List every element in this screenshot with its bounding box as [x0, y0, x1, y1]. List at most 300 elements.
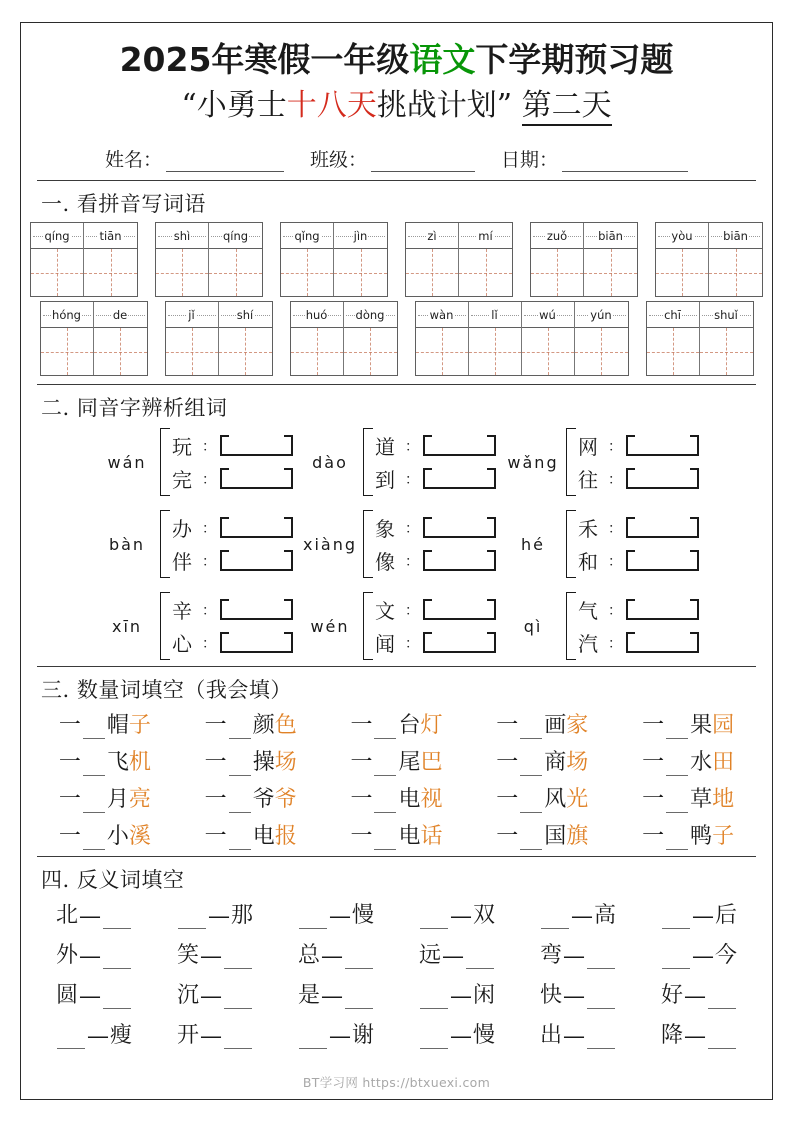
writing-grid[interactable]	[700, 328, 753, 375]
noun-char-1: 电	[398, 824, 421, 850]
antonym-item[interactable]	[159, 898, 272, 929]
colon-mark: ：	[608, 602, 622, 619]
answer-box[interactable]	[423, 550, 496, 571]
noun-char-1: 小	[106, 824, 129, 850]
measure-word-blank[interactable]	[666, 797, 688, 813]
writing-grid[interactable]	[166, 328, 218, 375]
antonym-right-char: 高	[593, 903, 616, 929]
antonym-row	[37, 978, 756, 1009]
antonym-item[interactable]	[643, 1018, 756, 1049]
homophone-line	[172, 597, 293, 623]
writing-grid[interactable]	[209, 249, 262, 296]
antonym-item[interactable]	[401, 938, 514, 969]
character-cell[interactable]	[344, 302, 397, 375]
pinyin-word-box[interactable]	[405, 222, 513, 297]
antonym-left-char: 好	[660, 983, 683, 1009]
antonym-item[interactable]	[159, 978, 272, 1009]
numeral-one: 一	[58, 824, 81, 850]
antonym-blank[interactable]	[224, 1033, 252, 1049]
writing-grid[interactable]	[31, 249, 83, 296]
character-cell[interactable]	[31, 223, 84, 296]
homophone-group	[500, 428, 699, 496]
character-cell[interactable]	[656, 223, 709, 296]
antonym-blank[interactable]	[420, 1033, 448, 1049]
noun-char-2: 爷	[274, 787, 297, 813]
measure-word-item[interactable]	[620, 782, 756, 813]
character-cell[interactable]	[531, 223, 584, 296]
name-label: 姓名：	[104, 149, 162, 172]
date-field[interactable]	[501, 145, 688, 172]
antonym-left-char: 快	[539, 983, 562, 1009]
character-cell[interactable]	[522, 302, 575, 375]
dash-mark: —	[328, 904, 351, 930]
pinyin-label: jìn	[334, 223, 387, 249]
subtitle-day: 第二天	[522, 88, 612, 126]
writing-grid[interactable]	[406, 249, 458, 296]
homophone-character: 玩	[172, 435, 192, 460]
antonym-item[interactable]	[280, 1018, 393, 1049]
dash-mark: —	[563, 944, 585, 970]
answer-box[interactable]	[423, 517, 496, 538]
antonym-item[interactable]	[522, 978, 635, 1009]
antonym-blank[interactable]	[345, 953, 373, 969]
writing-grid[interactable]	[219, 328, 272, 375]
homophone-group	[297, 592, 496, 660]
noun-char-1: 画	[544, 713, 567, 739]
measure-word-blank[interactable]	[83, 797, 105, 813]
dash-mark: —	[684, 984, 706, 1010]
homophone-character: 文	[375, 599, 395, 624]
section-1-body	[37, 222, 756, 376]
writing-grid[interactable]	[709, 249, 762, 296]
pinyin-label: hóng	[41, 302, 93, 328]
writing-grid[interactable]	[416, 328, 468, 375]
measure-word-item[interactable]	[329, 819, 465, 850]
colon-mark: ：	[405, 553, 419, 570]
antonym-item[interactable]	[280, 978, 393, 1009]
colon-mark: ：	[608, 438, 622, 455]
writing-grid[interactable]	[584, 249, 637, 296]
dash-mark: —	[200, 984, 222, 1010]
pinyin-label: wú	[522, 302, 574, 328]
measure-word-blank[interactable]	[520, 723, 542, 739]
homophone-pinyin: wén	[310, 616, 350, 636]
dash-mark: —	[449, 1024, 472, 1050]
pinyin-word-box[interactable]	[280, 222, 388, 297]
dash-mark: —	[563, 984, 585, 1010]
homophone-pinyin: dào	[312, 452, 348, 472]
antonym-blank[interactable]	[103, 993, 131, 1009]
writing-grid[interactable]	[156, 249, 208, 296]
name-field[interactable]	[105, 145, 284, 172]
antonym-item[interactable]	[401, 978, 514, 1009]
answer-box[interactable]	[423, 599, 496, 620]
writing-grid[interactable]	[94, 328, 147, 375]
pinyin-label: shuǐ	[700, 302, 753, 328]
homophone-line	[172, 466, 293, 492]
pinyin-label: huó	[291, 302, 343, 328]
character-cell[interactable]	[647, 302, 700, 375]
brace-bracket	[363, 510, 373, 578]
numeral-one: 一	[204, 750, 227, 776]
answer-box[interactable]	[220, 517, 293, 538]
character-cell[interactable]	[709, 223, 762, 296]
answer-box[interactable]	[220, 468, 293, 489]
dash-mark: —	[207, 904, 230, 930]
measure-word-item[interactable]	[37, 819, 173, 850]
answer-box[interactable]	[423, 435, 496, 456]
measure-word-blank[interactable]	[520, 760, 542, 776]
name-input-blank[interactable]	[166, 155, 284, 172]
noun-char-1: 果	[690, 713, 713, 739]
numeral-one: 一	[204, 787, 227, 813]
measure-word-blank[interactable]	[229, 797, 251, 813]
answer-box[interactable]	[423, 632, 496, 653]
antonym-blank[interactable]	[299, 1033, 327, 1049]
character-cell[interactable]	[469, 302, 522, 375]
character-cell[interactable]	[156, 223, 209, 296]
measure-word-item[interactable]	[329, 782, 465, 813]
antonym-item[interactable]	[522, 1018, 635, 1049]
antonym-blank[interactable]	[224, 953, 252, 969]
measure-word-item[interactable]	[183, 782, 319, 813]
character-cell[interactable]	[459, 223, 512, 296]
answer-box[interactable]	[626, 468, 699, 489]
measure-word-blank[interactable]	[666, 834, 688, 850]
date-input-blank[interactable]	[562, 155, 688, 172]
dash-mark: —	[691, 944, 714, 970]
dash-mark: —	[449, 904, 472, 930]
noun-char-1: 鸭	[690, 824, 713, 850]
answer-box[interactable]	[626, 550, 699, 571]
measure-word-blank[interactable]	[83, 723, 105, 739]
colon-mark: ：	[405, 520, 419, 537]
antonym-item[interactable]	[643, 898, 756, 929]
writing-grid[interactable]	[291, 328, 343, 375]
measure-word-blank[interactable]	[520, 834, 542, 850]
antonym-blank[interactable]	[103, 953, 131, 969]
noun-char-2: 场	[274, 750, 297, 776]
answer-box[interactable]	[220, 435, 293, 456]
measure-word-blank[interactable]	[666, 723, 688, 739]
antonym-blank[interactable]	[466, 953, 494, 969]
pinyin-word-box[interactable]	[530, 222, 638, 297]
answer-box[interactable]	[220, 632, 293, 653]
antonym-blank[interactable]	[708, 993, 736, 1009]
character-cell[interactable]	[166, 302, 219, 375]
antonym-item[interactable]	[159, 938, 272, 969]
noun-char-1: 月	[106, 787, 129, 813]
writing-grid[interactable]	[647, 328, 699, 375]
measure-word-item[interactable]	[183, 819, 319, 850]
brace-bracket	[160, 510, 170, 578]
antonym-item[interactable]	[38, 1018, 151, 1049]
date-label: 日期：	[501, 149, 559, 172]
numeral-one: 一	[496, 750, 519, 776]
pinyin-label: qíng	[31, 223, 83, 249]
colon-mark: ：	[608, 553, 622, 570]
homophone-line	[375, 548, 496, 574]
homophone-rows	[172, 433, 293, 492]
character-cell[interactable]	[584, 223, 637, 296]
section-4-title: 四. 反义词填空	[41, 868, 185, 893]
measure-word-item[interactable]	[329, 708, 465, 739]
antonym-item[interactable]	[38, 978, 151, 1009]
colon-mark: ：	[608, 471, 622, 488]
character-cell[interactable]	[209, 223, 262, 296]
antonym-right-char: 那	[230, 903, 253, 929]
pinyin-word-box[interactable]	[290, 301, 398, 376]
antonym-item[interactable]	[38, 938, 151, 969]
homophone-line	[578, 630, 699, 656]
antonym-blank[interactable]	[587, 1033, 615, 1049]
antonym-blank[interactable]	[57, 1033, 85, 1049]
measure-word-item[interactable]	[329, 745, 465, 776]
noun-char-1: 国	[544, 824, 567, 850]
dash-mark: —	[79, 904, 101, 930]
character-cell[interactable]	[219, 302, 272, 375]
class-input-blank[interactable]	[371, 155, 475, 172]
antonym-left-char: 笑	[176, 943, 199, 969]
numeral-one: 一	[642, 824, 665, 850]
character-cell[interactable]	[94, 302, 147, 375]
noun-char-1: 帽	[106, 713, 129, 739]
class-field[interactable]	[310, 145, 475, 172]
homophone-rows	[578, 515, 699, 574]
measure-word-blank[interactable]	[666, 760, 688, 776]
antonym-row	[37, 938, 756, 969]
measure-word-blank[interactable]	[229, 834, 251, 850]
writing-grid[interactable]	[281, 249, 333, 296]
pinyin-word-box[interactable]	[165, 301, 273, 376]
divider-top	[37, 180, 756, 181]
antonym-blank[interactable]	[662, 953, 690, 969]
writing-grid[interactable]	[575, 328, 628, 375]
measure-word-item[interactable]	[620, 708, 756, 739]
antonym-blank[interactable]	[299, 913, 327, 929]
homophone-rows	[375, 433, 496, 492]
measure-word-blank[interactable]	[83, 760, 105, 776]
pinyin-word-box[interactable]	[646, 301, 754, 376]
antonym-blank[interactable]	[541, 913, 569, 929]
answer-box[interactable]	[220, 550, 293, 571]
homophone-character: 和	[578, 550, 598, 575]
writing-grid[interactable]	[656, 249, 708, 296]
antonym-blank[interactable]	[345, 993, 373, 1009]
divider-2	[37, 666, 756, 667]
pinyin-word-box[interactable]	[415, 301, 629, 376]
title-part-a: 2025年寒假一年级	[119, 40, 410, 79]
antonym-blank[interactable]	[708, 1033, 736, 1049]
character-cell[interactable]	[334, 223, 387, 296]
antonym-left-char: 沉	[176, 983, 199, 1009]
writing-grid[interactable]	[522, 328, 574, 375]
pinyin-word-box[interactable]	[30, 222, 138, 297]
homophone-rows	[578, 433, 699, 492]
antonym-item[interactable]	[280, 898, 393, 929]
subtitle-part-b: 挑战计划”	[376, 88, 513, 124]
pinyin-word-box[interactable]	[155, 222, 263, 297]
pinyin-label: shí	[219, 302, 272, 328]
brace-bracket	[363, 428, 373, 496]
measure-word-item[interactable]	[474, 782, 610, 813]
homophone-character: 闻	[375, 632, 395, 657]
dash-mark: —	[79, 944, 101, 970]
measure-word-blank[interactable]	[374, 797, 396, 813]
antonym-blank[interactable]	[420, 913, 448, 929]
homophone-line	[578, 548, 699, 574]
antonym-right-char: 今	[714, 943, 737, 969]
measure-word-blank[interactable]	[83, 834, 105, 850]
antonym-right-char: 双	[472, 903, 495, 929]
antonym-item[interactable]	[522, 898, 635, 929]
antonym-item[interactable]	[643, 978, 756, 1009]
writing-grid[interactable]	[459, 249, 512, 296]
measure-word-item[interactable]	[37, 745, 173, 776]
antonym-item[interactable]	[159, 1018, 272, 1049]
measure-word-blank[interactable]	[229, 723, 251, 739]
noun-char-1: 操	[252, 750, 275, 776]
writing-grid[interactable]	[531, 249, 583, 296]
answer-box[interactable]	[626, 435, 699, 456]
character-cell[interactable]	[406, 223, 459, 296]
measure-word-item[interactable]	[37, 782, 173, 813]
writing-grid[interactable]	[344, 328, 397, 375]
measure-word-item[interactable]	[37, 708, 173, 739]
homophone-character: 往	[578, 468, 598, 493]
character-cell[interactable]	[41, 302, 94, 375]
colon-mark: ：	[608, 635, 622, 652]
noun-char-2: 场	[566, 750, 589, 776]
measure-word-blank[interactable]	[374, 834, 396, 850]
answer-box[interactable]	[626, 517, 699, 538]
measure-word-row	[37, 745, 756, 776]
character-cell[interactable]	[575, 302, 628, 375]
antonym-right-char: 瘦	[109, 1023, 132, 1049]
character-cell[interactable]	[700, 302, 753, 375]
noun-char-2: 旗	[566, 824, 589, 850]
numeral-one: 一	[204, 713, 227, 739]
antonym-blank[interactable]	[178, 913, 206, 929]
antonym-item[interactable]	[38, 898, 151, 929]
pinyin-word-box[interactable]	[40, 301, 148, 376]
writing-grid[interactable]	[41, 328, 93, 375]
dash-mark: —	[79, 984, 101, 1010]
homophone-rows	[375, 515, 496, 574]
colon-mark: ：	[202, 438, 216, 455]
measure-word-item[interactable]	[474, 819, 610, 850]
antonym-item[interactable]	[401, 1018, 514, 1049]
measure-word-item[interactable]	[183, 708, 319, 739]
measure-word-row	[37, 708, 756, 739]
writing-grid[interactable]	[84, 249, 137, 296]
writing-grid[interactable]	[334, 249, 387, 296]
measure-word-item[interactable]	[474, 745, 610, 776]
character-cell[interactable]	[416, 302, 469, 375]
antonym-item[interactable]	[401, 898, 514, 929]
measure-word-item[interactable]	[183, 745, 319, 776]
antonym-left-char: 出	[539, 1023, 562, 1049]
homophone-line	[172, 630, 293, 656]
homophone-line	[578, 515, 699, 541]
antonym-left-char: 远	[418, 943, 441, 969]
noun-char-2: 地	[712, 787, 735, 813]
antonym-right-char: 慢	[472, 1023, 495, 1049]
brace-bracket	[566, 592, 576, 660]
measure-word-blank[interactable]	[229, 760, 251, 776]
pinyin-label: wàn	[416, 302, 468, 328]
pinyin-word-box[interactable]	[655, 222, 763, 297]
homophone-line	[578, 433, 699, 459]
noun-char-2: 亮	[128, 787, 151, 813]
noun-char-2: 园	[712, 713, 735, 739]
colon-mark: ：	[405, 438, 419, 455]
antonym-blank[interactable]	[420, 993, 448, 1009]
character-cell[interactable]	[281, 223, 334, 296]
antonym-blank[interactable]	[103, 913, 131, 929]
homophone-character: 象	[375, 517, 395, 542]
dash-mark: —	[570, 904, 593, 930]
homophone-character: 到	[375, 468, 395, 493]
pinyin-label: de	[94, 302, 147, 328]
antonym-left-char: 是	[297, 983, 320, 1009]
homophone-column	[500, 428, 699, 660]
measure-word-blank[interactable]	[374, 723, 396, 739]
measure-word-item[interactable]	[474, 708, 610, 739]
antonym-item[interactable]	[280, 938, 393, 969]
antonym-item[interactable]	[522, 938, 635, 969]
noun-char-2: 巴	[420, 750, 443, 776]
answer-box[interactable]	[626, 599, 699, 620]
answer-box[interactable]	[220, 599, 293, 620]
noun-char-2: 溪	[128, 824, 151, 850]
homophone-character: 辛	[172, 599, 192, 624]
character-cell[interactable]	[291, 302, 344, 375]
pinyin-label: jǐ	[166, 302, 218, 328]
answer-box[interactable]	[423, 468, 496, 489]
numeral-one: 一	[642, 750, 665, 776]
dash-mark: —	[200, 944, 222, 970]
subtitle-part-red: 十八天	[286, 88, 377, 124]
measure-word-item[interactable]	[620, 745, 756, 776]
measure-word-item[interactable]	[620, 819, 756, 850]
measure-word-blank[interactable]	[520, 797, 542, 813]
antonym-item[interactable]	[643, 938, 756, 969]
homophone-character: 道	[375, 435, 395, 460]
writing-grid[interactable]	[469, 328, 521, 375]
measure-word-blank[interactable]	[374, 760, 396, 776]
brace-bracket	[160, 428, 170, 496]
pinyin-label: qǐng	[281, 223, 333, 249]
homophone-character: 像	[375, 550, 395, 575]
brace-bracket	[566, 510, 576, 578]
character-cell[interactable]	[84, 223, 137, 296]
dash-mark: —	[321, 984, 343, 1010]
antonym-blank[interactable]	[587, 993, 615, 1009]
antonym-blank[interactable]	[224, 993, 252, 1009]
answer-box[interactable]	[626, 632, 699, 653]
measure-word-row	[37, 819, 756, 850]
pinyin-label: mí	[459, 223, 512, 249]
section-3-title: 三. 数量词填空（我会填）	[41, 678, 292, 703]
antonym-blank[interactable]	[587, 953, 615, 969]
noun-char-2: 光	[566, 787, 589, 813]
antonym-row	[37, 898, 756, 929]
antonym-blank[interactable]	[662, 913, 690, 929]
homophone-pinyin: hé	[521, 534, 545, 554]
numeral-one: 一	[496, 787, 519, 813]
antonym-left-char: 外	[55, 943, 78, 969]
